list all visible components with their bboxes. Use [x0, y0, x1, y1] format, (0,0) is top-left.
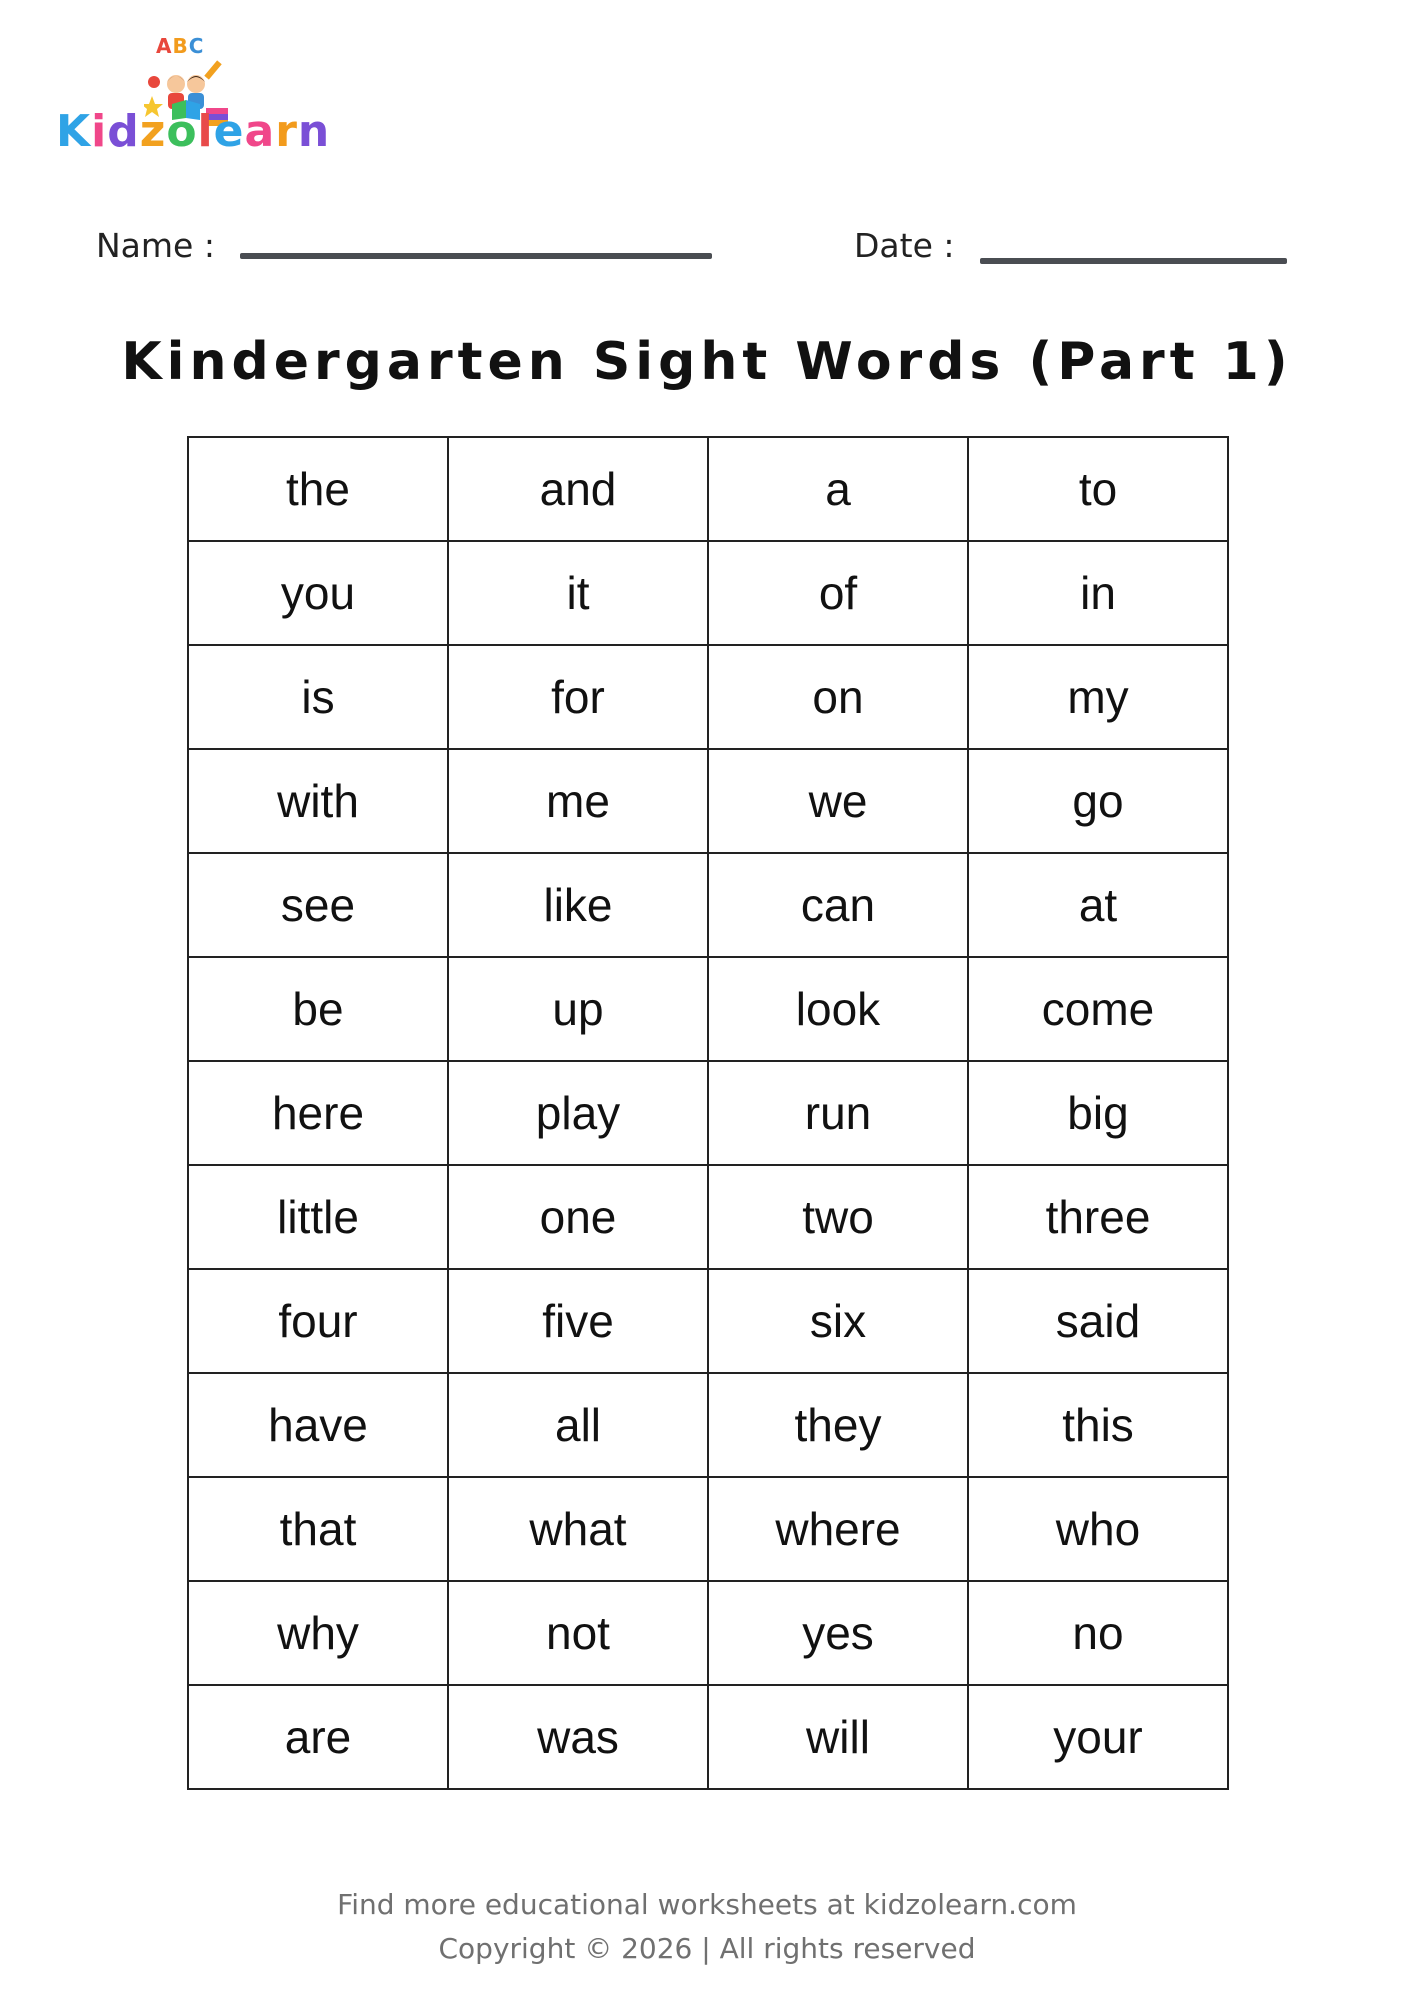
sight-word-cell: one — [448, 1165, 708, 1269]
sight-word-cell: little — [188, 1165, 448, 1269]
table-row — [188, 853, 1228, 957]
sight-word-cell: why — [188, 1581, 448, 1685]
sight-word-cell: who — [968, 1477, 1228, 1581]
sight-word-cell: be — [188, 957, 448, 1061]
date-label: Date : — [854, 226, 955, 265]
sight-word-cell: run — [708, 1061, 968, 1165]
sight-word-cell: we — [708, 749, 968, 853]
table-row — [188, 541, 1228, 645]
table-row — [188, 1061, 1228, 1165]
name-label: Name : — [96, 226, 215, 265]
sight-word-cell: that — [188, 1477, 448, 1581]
sight-word-cell: in — [968, 541, 1228, 645]
table-row — [188, 1581, 1228, 1685]
footer-more-worksheets: Find more educational worksheets at kidzolearn.com — [337, 1888, 1077, 1921]
logo-wordmark: Kidzolearn — [56, 106, 331, 157]
sight-word-cell: your — [968, 1685, 1228, 1789]
sight-word-cell: is — [188, 645, 448, 749]
sight-word-cell: with — [188, 749, 448, 853]
sight-word-cell: said — [968, 1269, 1228, 1373]
sight-word-cell: see — [188, 853, 448, 957]
table-row — [188, 437, 1228, 541]
table-row — [188, 1685, 1228, 1789]
sight-word-cell: was — [448, 1685, 708, 1789]
table-row — [188, 1165, 1228, 1269]
sight-word-cell: you — [188, 541, 448, 645]
sight-word-cell: and — [448, 437, 708, 541]
sight-word-cell: two — [708, 1165, 968, 1269]
sight-word-cell: a — [708, 437, 968, 541]
sight-word-cell: of — [708, 541, 968, 645]
table-row — [188, 749, 1228, 853]
sight-word-cell: like — [448, 853, 708, 957]
sight-word-cell: play — [448, 1061, 708, 1165]
sight-word-cell: they — [708, 1373, 968, 1477]
sight-words-table — [187, 436, 1229, 1790]
sight-word-cell: all — [448, 1373, 708, 1477]
sight-word-cell: not — [448, 1581, 708, 1685]
sight-word-cell: have — [188, 1373, 448, 1477]
name-write-line[interactable] — [240, 253, 712, 259]
sight-word-cell: the — [188, 437, 448, 541]
sight-word-cell: five — [448, 1269, 708, 1373]
sight-word-cell: big — [968, 1061, 1228, 1165]
sight-word-cell: are — [188, 1685, 448, 1789]
logo-abc-text: ABC — [156, 34, 205, 58]
sight-word-cell: where — [708, 1477, 968, 1581]
sight-word-cell: on — [708, 645, 968, 749]
sight-word-cell: me — [448, 749, 708, 853]
sight-word-cell: my — [968, 645, 1228, 749]
kidzolearn-logo — [52, 28, 332, 163]
table-row — [188, 645, 1228, 749]
sight-word-cell: no — [968, 1581, 1228, 1685]
table-row — [188, 1269, 1228, 1373]
sight-word-cell: yes — [708, 1581, 968, 1685]
sight-word-cell: look — [708, 957, 968, 1061]
sight-word-cell: come — [968, 957, 1228, 1061]
sight-word-cell: it — [448, 541, 708, 645]
date-write-line[interactable] — [980, 258, 1287, 264]
sight-word-cell: up — [448, 957, 708, 1061]
sight-word-cell: here — [188, 1061, 448, 1165]
footer-copyright: Copyright © 2026 | All rights reserved — [438, 1932, 976, 1965]
table-row — [188, 1373, 1228, 1477]
sight-word-cell: can — [708, 853, 968, 957]
sight-word-cell: what — [448, 1477, 708, 1581]
worksheet-title: Kindergarten Sight Words (Part 1) — [121, 332, 1293, 392]
sight-word-cell: will — [708, 1685, 968, 1789]
table-row — [188, 957, 1228, 1061]
sight-word-cell: this — [968, 1373, 1228, 1477]
sight-word-cell: six — [708, 1269, 968, 1373]
sight-word-cell: at — [968, 853, 1228, 957]
sight-word-cell: for — [448, 645, 708, 749]
sight-word-cell: go — [968, 749, 1228, 853]
sight-word-cell: three — [968, 1165, 1228, 1269]
sight-word-cell: to — [968, 437, 1228, 541]
sight-word-cell: four — [188, 1269, 448, 1373]
table-row — [188, 1477, 1228, 1581]
